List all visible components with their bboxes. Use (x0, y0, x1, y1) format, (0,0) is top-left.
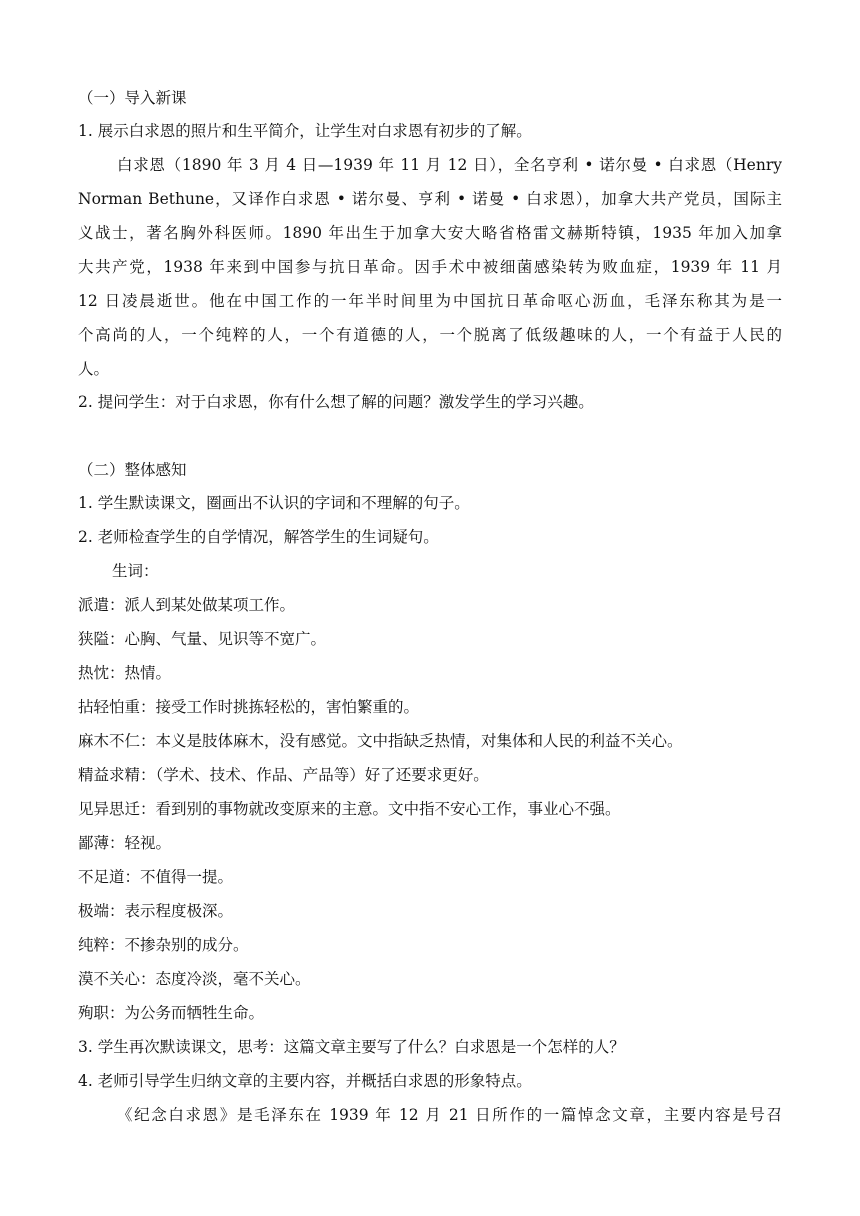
bio-line-2: Norman Bethune，又译作白求恩 • 诺尔曼、亨利 • 诺曼 • 白求恩），加拿大共产党员，国际主 (78, 190, 782, 208)
vocab-item: 见异思迁：看到别的事物就改变原来的主意。文中指不安心工作，事业心不强。 (78, 800, 621, 818)
vocab-item: 精益求精：（学术、技术、作品、产品等）好了还要求更好。 (78, 766, 489, 784)
vocab-item: 漠不关心：态度冷淡，毫不关心。 (78, 970, 311, 988)
section2-item4: 4. 老师引导学生归纳文章的主要内容，并概括白求恩的形象特点。 (78, 1072, 532, 1090)
vocab-item: 纯粹：不掺杂别的成分。 (78, 936, 249, 954)
section1-item1: 1. 展示白求恩的照片和生平简介，让学生对白求恩有初步的了解。 (78, 122, 532, 140)
vocab-item: 派遣：派人到某处做某项工作。 (78, 596, 296, 614)
vocab-item: 鄙薄：轻视。 (78, 834, 172, 852)
section2-item3: 3. 学生再次默读课文，思考：这篇文章主要写了什么？白求恩是一个怎样的人？ (78, 1038, 625, 1056)
section1-heading: （一）导入新课 (78, 89, 187, 107)
vocab-item: 不足道：不值得一提。 (78, 868, 234, 886)
section1-item2: 2. 提问学生：对于白求恩，你有什么想了解的问题？激发学生的学习兴趣。 (78, 393, 594, 411)
bio-line-6: 个高尚的人，一个纯粹的人，一个有道德的人，一个脱离了低级趣味的人，一个有益于人民的 (78, 326, 782, 344)
vocab-item: 极端：表示程度极深。 (78, 902, 234, 920)
vocab-label: 生词： (112, 562, 159, 580)
bio-line-5: 12 日凌晨逝世。他在中国工作的一年半时间里为中国抗日革命呕心沥血，毛泽东称其为是一 (78, 292, 782, 310)
bio-line-1: 白求恩（1890 年 3 月 4 日—1939 年 11 月 12 日），全名亨利 • 诺尔曼 • 白求恩（Henry (117, 156, 782, 174)
bio-line-4: 大共产党，1938 年来到中国参与抗日革命。因手术中被细菌感染转为败血症，1939 年 11 月 (78, 258, 782, 276)
bio-line-7: 人。 (78, 360, 110, 378)
vocab-item: 热忱：热情。 (78, 664, 172, 682)
vocab-item: 殉职：为公务而牺牲生命。 (78, 1004, 265, 1022)
vocab-item: 狭隘：心胸、气量、见识等不宽广。 (78, 630, 327, 648)
section2-heading: （二）整体感知 (78, 461, 187, 479)
vocab-item: 麻木不仁：本义是肢体麻木，没有感觉。文中指缺乏热情，对集体和人民的利益不关心。 (78, 732, 683, 750)
section2-item1: 1. 学生默读课文，圈画出不认识的字词和不理解的句子。 (78, 494, 470, 512)
vocab-item: 拈轻怕重：接受工作时挑拣轻松的，害怕繁重的。 (78, 698, 420, 716)
summary-line: 《纪念白求恩》是毛泽东在 1939 年 12 月 21 日所作的一篇悼念文章，主要内容是号召 (117, 1106, 782, 1124)
bio-line-3: 义战士，著名胸外科医师。1890 年出生于加拿大安大略省格雷文赫斯特镇，1935 年加入加拿 (78, 224, 782, 242)
section2-item2: 2. 老师检查学生的自学情况，解答学生的生词疑句。 (78, 528, 439, 546)
